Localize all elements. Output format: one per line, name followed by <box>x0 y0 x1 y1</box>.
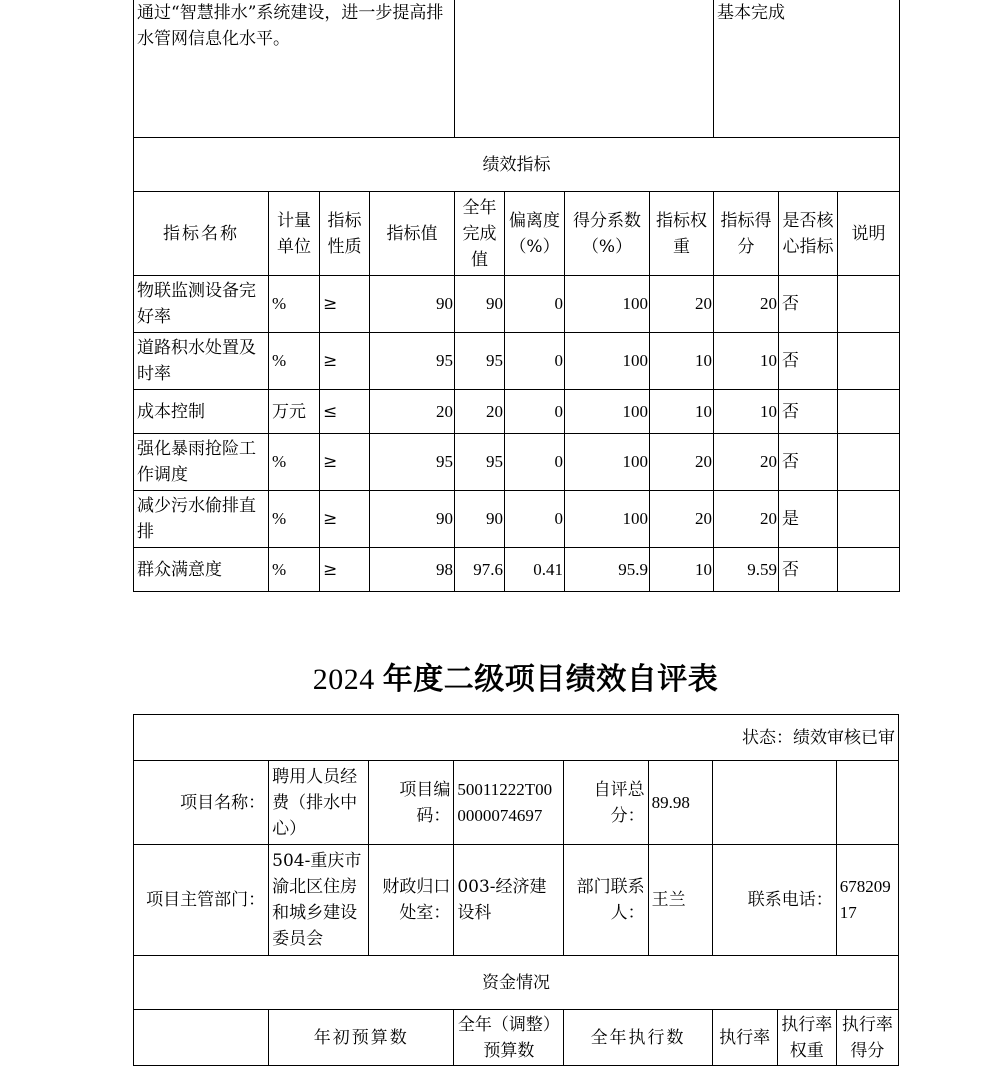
indicator-deviation: 0 <box>505 390 565 434</box>
indicator-weight: 20 <box>650 276 714 333</box>
indicator-coef: 100 <box>565 434 650 491</box>
finance-label: 财政归口处室： <box>369 845 454 956</box>
indicator-core: 否 <box>779 548 838 592</box>
project-name: 聘用人员经费（排水中心） <box>269 761 369 845</box>
goal-text: 通过“智慧排水”系统建设，进一步提高排水管网信息化水平。 <box>134 0 455 138</box>
indicator-note <box>838 548 900 592</box>
indicator-nature: ≥ <box>320 491 370 548</box>
indicator-core: 否 <box>779 390 838 434</box>
header-weight: 指标权重 <box>650 192 714 276</box>
header-exec-rate-weight: 执行率权重 <box>777 1010 836 1066</box>
indicator-nature: ≤ <box>320 390 370 434</box>
indicator-weight: 20 <box>650 491 714 548</box>
dept-value: 504-重庆市渝北区住房和城乡建设委员会 <box>269 845 369 956</box>
phone-label: 联系电话： <box>712 845 836 956</box>
indicator-note <box>838 390 900 434</box>
indicator-note <box>838 333 900 390</box>
indicator-score: 20 <box>714 491 779 548</box>
indicator-score: 10 <box>714 333 779 390</box>
indicator-actual: 95 <box>455 434 505 491</box>
goal-status: 基本完成 <box>714 0 900 138</box>
indicator-row <box>134 276 900 333</box>
indicator-core: 否 <box>779 333 838 390</box>
self-score: 89.98 <box>648 761 712 845</box>
section-title: 绩效指标 <box>134 138 900 192</box>
indicator-score: 10 <box>714 390 779 434</box>
indicator-note <box>838 276 900 333</box>
indicator-actual: 20 <box>455 390 505 434</box>
indicator-target: 20 <box>370 390 455 434</box>
header-indicator-name: 指标名称 <box>134 192 269 276</box>
indicator-nature: ≥ <box>320 434 370 491</box>
indicator-actual: 95 <box>455 333 505 390</box>
indicator-name: 群众满意度 <box>134 548 269 592</box>
indicator-weight: 10 <box>650 333 714 390</box>
indicator-coef: 100 <box>565 333 650 390</box>
header-score: 指标得分 <box>714 192 779 276</box>
indicator-unit: 万元 <box>269 390 320 434</box>
indicator-unit: % <box>269 333 320 390</box>
funds-header-row <box>134 1010 899 1066</box>
status-text: 状态：绩效审核已审 <box>134 715 899 761</box>
indicator-target: 98 <box>370 548 455 592</box>
indicator-name: 减少污水偷排直排 <box>134 491 269 548</box>
indicator-deviation: 0 <box>505 434 565 491</box>
indicator-nature: ≥ <box>320 333 370 390</box>
self-score-label: 自评总分： <box>564 761 648 845</box>
indicator-core: 否 <box>779 434 838 491</box>
indicator-weight: 10 <box>650 548 714 592</box>
indicator-coef: 100 <box>565 276 650 333</box>
indicator-actual: 97.6 <box>455 548 505 592</box>
project-self-evaluation-table <box>133 714 899 1066</box>
indicator-target: 90 <box>370 276 455 333</box>
funds-title: 资金情况 <box>134 956 899 1010</box>
indicator-actual: 90 <box>455 276 505 333</box>
indicator-deviation: 0 <box>505 276 565 333</box>
dept-label: 项目主管部门： <box>134 845 269 956</box>
header-nature: 指标性质 <box>320 192 370 276</box>
title-year: 2024 <box>312 663 375 696</box>
indicator-deviation: 0.41 <box>505 548 565 592</box>
indicator-score: 20 <box>714 276 779 333</box>
indicator-name: 道路积水处置及时率 <box>134 333 269 390</box>
indicator-row <box>134 333 900 390</box>
header-exec-rate-score: 执行率得分 <box>836 1010 898 1066</box>
header-exec-rate: 执行率 <box>712 1010 777 1066</box>
title-text: 年度二级项目绩效自评表 <box>374 663 719 696</box>
indicator-unit: % <box>269 548 320 592</box>
indicator-header-row <box>134 192 900 276</box>
indicator-unit: % <box>269 491 320 548</box>
header-coef: 得分系数（%） <box>565 192 650 276</box>
indicator-name: 强化暴雨抢险工作调度 <box>134 434 269 491</box>
indicator-weight: 20 <box>650 434 714 491</box>
project-name-label: 项目名称： <box>134 761 269 845</box>
indicator-name: 成本控制 <box>134 390 269 434</box>
indicator-note <box>838 434 900 491</box>
performance-indicator-table <box>133 0 900 592</box>
indicator-score: 9.59 <box>714 548 779 592</box>
indicator-target: 90 <box>370 491 455 548</box>
phone-value: 67820917 <box>836 845 898 956</box>
page-title <box>0 656 1000 704</box>
indicator-target: 95 <box>370 434 455 491</box>
indicator-coef: 95.9 <box>565 548 650 592</box>
blank-cell <box>836 761 898 845</box>
blank-cell <box>712 761 836 845</box>
indicator-core: 否 <box>779 276 838 333</box>
header-target: 指标值 <box>370 192 455 276</box>
indicator-note <box>838 491 900 548</box>
contact-label: 部门联系人： <box>564 845 648 956</box>
header-executed: 全年执行数 <box>564 1010 712 1066</box>
indicator-actual: 90 <box>455 491 505 548</box>
indicator-name: 物联监测设备完好率 <box>134 276 269 333</box>
contact-value: 王兰 <box>648 845 712 956</box>
indicator-deviation: 0 <box>505 491 565 548</box>
indicator-weight: 10 <box>650 390 714 434</box>
indicator-row <box>134 390 900 434</box>
header-actual: 全年完成值 <box>455 192 505 276</box>
header-unit: 计量单位 <box>269 192 320 276</box>
project-code: 50011222T000000074697 <box>454 761 564 845</box>
header-initial-budget: 年初预算数 <box>269 1010 454 1066</box>
header-adjusted-budget: 全年（调整）预算数 <box>454 1010 564 1066</box>
goal-blank-cell <box>455 0 714 138</box>
indicator-coef: 100 <box>565 491 650 548</box>
header-core: 是否核心指标 <box>779 192 838 276</box>
indicator-score: 20 <box>714 434 779 491</box>
indicator-unit: % <box>269 434 320 491</box>
indicator-deviation: 0 <box>505 333 565 390</box>
header-note: 说明 <box>838 192 900 276</box>
indicator-row <box>134 434 900 491</box>
finance-value: 003-经济建设科 <box>454 845 564 956</box>
indicator-row <box>134 548 900 592</box>
indicator-target: 95 <box>370 333 455 390</box>
project-code-label: 项目编码： <box>369 761 454 845</box>
indicator-core: 是 <box>779 491 838 548</box>
indicator-nature: ≥ <box>320 276 370 333</box>
funds-blank-header <box>134 1010 269 1066</box>
header-deviation: 偏离度（%） <box>505 192 565 276</box>
indicator-row <box>134 491 900 548</box>
indicator-unit: % <box>269 276 320 333</box>
indicator-nature: ≥ <box>320 548 370 592</box>
indicator-coef: 100 <box>565 390 650 434</box>
